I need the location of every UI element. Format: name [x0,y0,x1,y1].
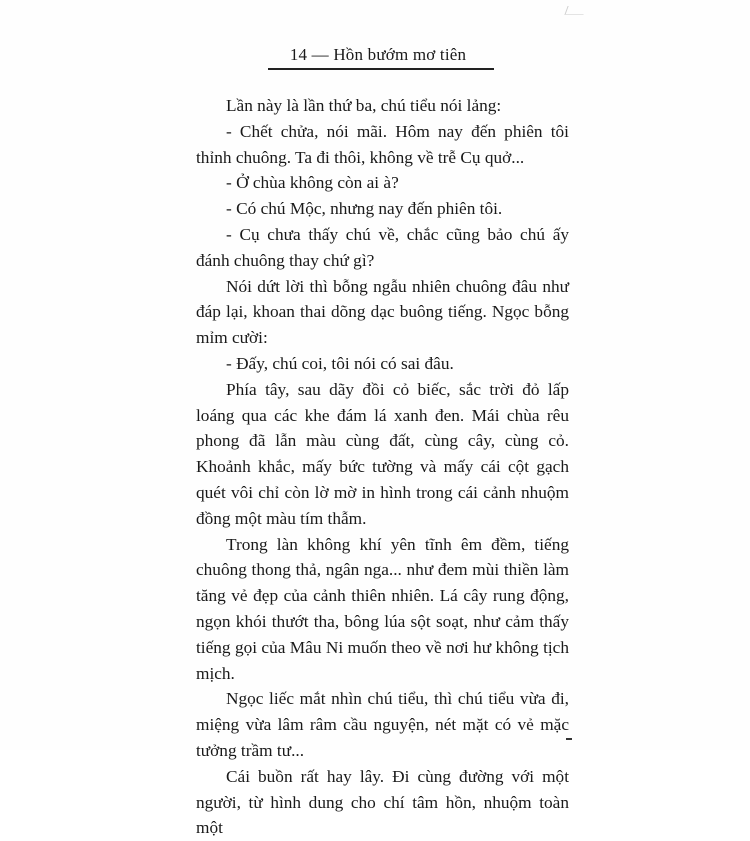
paragraph: Ngọc liếc mắt nhìn chú tiểu, thì chú tiểu vừa đi, miệng vừa lâm râm cầu nguyện, nét mặt có vẻ mặc tưởng trầm tư... [196,689,569,760]
header-separator: — [311,45,329,64]
paragraph: Cái buồn rất hay lây. Đi cùng đường với một người, từ hình dung cho chí tâm hồn, nhuộm toàn một [196,766,569,838]
paragraph: - Ở chùa không còn ai à? [226,173,399,193]
book-title: Hồn bướm mơ tiên [333,45,467,64]
paragraph: Lần này là lần thứ ba, chú tiểu nói lảng: [226,96,502,115]
page-corner-mark [564,6,586,15]
paragraph: - Cụ chưa thấy chú về, chắc cũng bảo chú ấy đánh chuông thay chứ gì? [196,224,569,270]
header-rule [268,68,494,70]
paragraph: Nói dứt lời thì bỗng ngẫu nhiên chuông đâu như đáp lại, khoan thai dõng dạc buông tiếng. Ngọc bỗng mỉm cười: [196,276,569,348]
page-body [196,93,569,841]
paragraph: Trong làn không khí yên tĩnh êm đềm, tiếng chuông thong thả, ngân nga... như đem mùi thiền làm tăng vẻ đẹp của cảnh thiên nhiên. Lá cây rung động, ngọn khói thướt tha, bông lúa sột soạt, như cảm thấy tiếng gọi của Mâu Ni muốn theo về nơi hư không tịch mịch. [196,534,569,683]
paragraph: - Đấy, chú coi, tôi nói có sai đâu. [226,353,454,373]
paragraph: - Chết chửa, nói mãi. Hôm nay đến phiên tôi thỉnh chuông. Ta đi thôi, không về trễ Cụ quở... [196,121,569,167]
running-header [260,45,496,65]
paragraph: Phía tây, sau dãy đồi cỏ biếc, sắc trời đỏ lấp loáng qua các khe đám lá xanh đen. Mái chùa rêu phong đã lẫn màu cùng đất, cùng cây, cùng cỏ. Khoảnh khắc, mấy bức tường và mấy cái cột gạch quét vôi chỉ còn lờ mờ in hình trong cái cảnh nhuộm đồng một màu tím thẫm. [196,379,569,528]
paragraph: - Có chú Mộc, nhưng nay đến phiên tôi. [226,199,503,219]
page-number: 14 [289,45,308,64]
page-edge-mark [566,738,572,740]
